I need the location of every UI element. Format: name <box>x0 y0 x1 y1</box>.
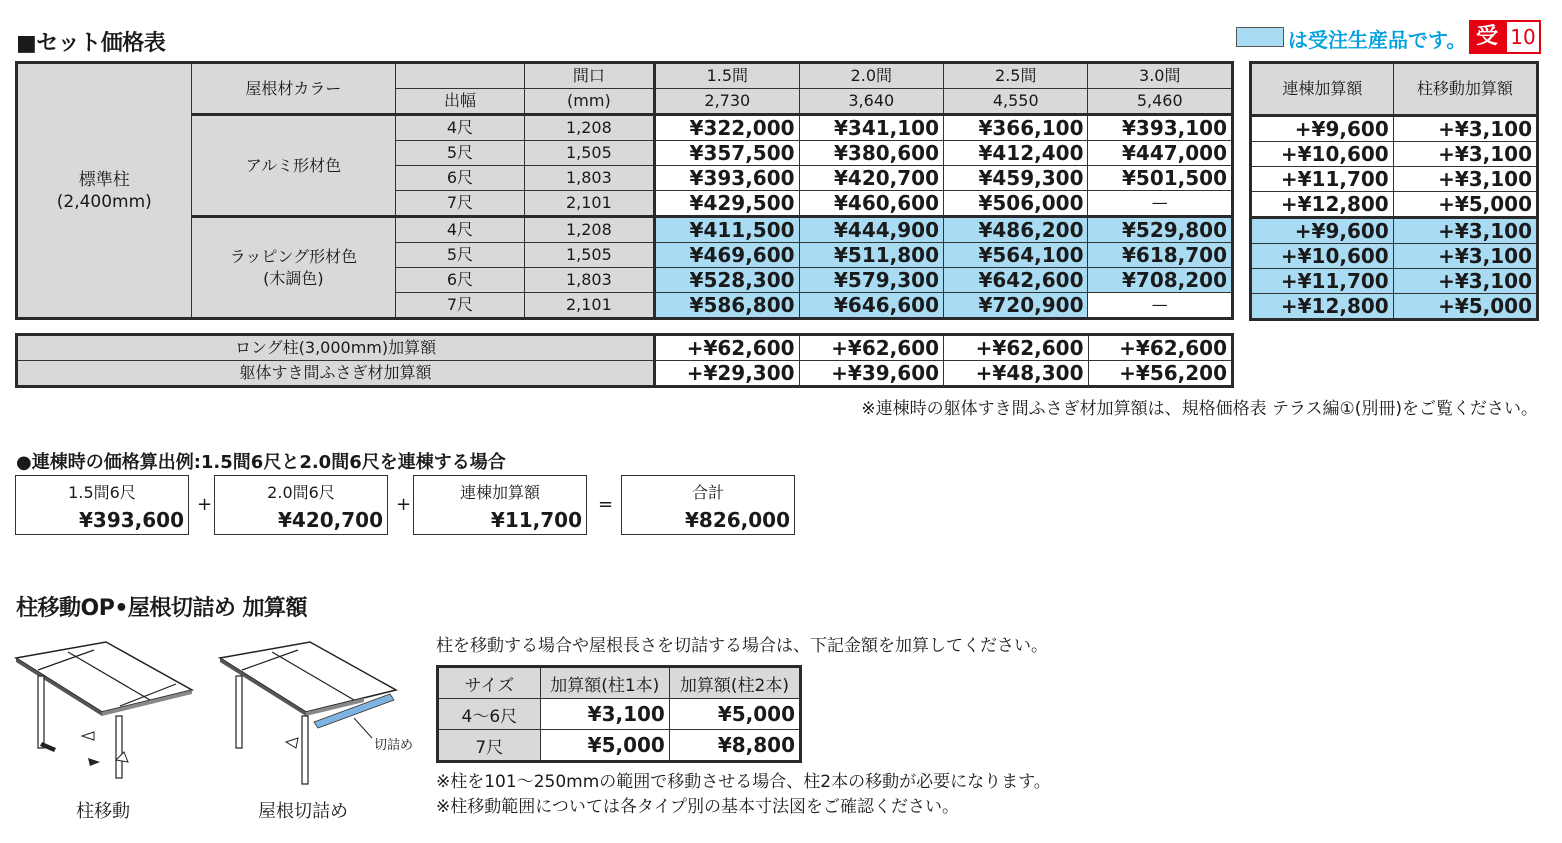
example-box-price: ¥826,000 <box>684 508 790 532</box>
extra-price-cell: +¥12,800 <box>1251 294 1394 320</box>
example-box-label: 合計 <box>691 483 724 502</box>
depth-mm: 1,803 <box>524 166 654 191</box>
price-cell: ¥460,600 <box>799 191 943 217</box>
price-cell: — <box>1088 293 1233 319</box>
fig2-label: 屋根切詰め <box>258 801 348 822</box>
addon-table <box>15 333 1234 388</box>
example-box-price: ¥393,600 <box>78 508 184 532</box>
example-box-3 <box>621 475 795 535</box>
header-blank <box>396 63 524 89</box>
example-box-0 <box>15 475 189 535</box>
price-cell: ¥429,500 <box>655 191 799 217</box>
header-size-0: 1.5間 <box>655 63 799 89</box>
post-move-size: 4〜6尺 <box>438 699 541 730</box>
price-cell: ¥618,700 <box>1088 243 1233 268</box>
price-cell: ¥393,100 <box>1088 115 1233 141</box>
example-box-1 <box>214 475 388 535</box>
group-sublabel: (木調色) <box>263 268 324 288</box>
post-move-table <box>436 665 802 763</box>
header-size-mm-2: 4,550 <box>944 89 1088 115</box>
price-cell: ¥447,000 <box>1088 141 1233 166</box>
post-move-size: 7尺 <box>438 730 541 762</box>
price-cell: ¥720,900 <box>944 293 1088 319</box>
price-cell: — <box>1088 191 1233 217</box>
example-title: ●連棟時の価格算出例:1.5間6尺と2.0間6尺を連棟する場合 <box>16 452 506 473</box>
price-cell: ¥564,100 <box>944 243 1088 268</box>
price-cell: ¥366,100 <box>944 115 1088 141</box>
price-cell: ¥506,000 <box>944 191 1088 217</box>
example-box-label: 2.0間6尺 <box>267 483 335 502</box>
depth-mm: 1,208 <box>524 217 654 243</box>
header-size-mm-0: 2,730 <box>655 89 799 115</box>
section2-title: 柱移動OP•屋根切詰め 加算額 <box>16 596 308 621</box>
price-cell: ¥528,300 <box>655 268 799 293</box>
legend-text: は受注生産品です。 <box>1288 28 1467 52</box>
extra-price-cell: +¥3,100 <box>1393 218 1537 244</box>
fig2-callout: 切詰め <box>374 738 414 753</box>
price-cell: ¥380,600 <box>799 141 943 166</box>
addon-label: 躯体すき間ふさぎ材加算額 <box>17 361 655 387</box>
post-move-header-2: 加算額(柱2本) <box>669 667 800 699</box>
depth-mm: 1,505 <box>524 141 654 166</box>
extra-price-cell: +¥10,600 <box>1251 244 1394 269</box>
price-cell: ¥708,200 <box>1088 268 1233 293</box>
header-size-mm-1: 3,640 <box>799 89 943 115</box>
price-cell: ¥411,500 <box>655 217 799 243</box>
section2-note-2: ※柱移動範囲については各タイプ別の基本寸法図をご確認ください。 <box>436 797 960 817</box>
fig1-label: 柱移動 <box>76 801 130 822</box>
extra-price-cell: +¥11,700 <box>1251 167 1394 192</box>
example-box-price: ¥420,700 <box>277 508 383 532</box>
example-box-2 <box>413 475 587 535</box>
price-cell: ¥341,100 <box>799 115 943 141</box>
post-move-header-1: 加算額(柱1本) <box>540 667 669 699</box>
extra-price-cell: +¥9,600 <box>1251 218 1394 244</box>
post-move-two: ¥5,000 <box>669 699 800 730</box>
addon-value: +¥62,600 <box>944 335 1088 361</box>
price-cell: ¥469,600 <box>655 243 799 268</box>
extra-price-cell: +¥5,000 <box>1393 192 1537 218</box>
group-label: アルミ形材色 <box>245 155 342 175</box>
depth-shaku: 6尺 <box>396 166 524 191</box>
price-cell: ¥501,500 <box>1088 166 1233 191</box>
extra-price-cell: +¥11,700 <box>1251 269 1394 294</box>
addon-value: +¥62,600 <box>655 335 799 361</box>
post-label: 標準柱 <box>78 169 130 190</box>
depth-shaku: 7尺 <box>396 293 524 319</box>
price-cell: ¥586,800 <box>655 293 799 319</box>
section2-note-1: ※柱を101〜250mmの範囲で移動させる場合、柱2本の移動が必要になります。 <box>436 772 1051 792</box>
legend-swatch <box>1236 27 1284 47</box>
post-type-cell <box>17 63 192 319</box>
extra-price-cell: +¥12,800 <box>1251 192 1394 218</box>
depth-mm: 1,208 <box>524 115 654 141</box>
extra-price-cell: +¥5,000 <box>1393 294 1537 320</box>
extra-header-1: 柱移動加算額 <box>1393 63 1537 116</box>
header-size-3: 3.0間 <box>1088 63 1233 89</box>
addon-value: +¥29,300 <box>655 361 799 387</box>
example-operator-1: + <box>396 494 412 515</box>
depth-shaku: 4尺 <box>396 217 524 243</box>
price-cell: ¥444,900 <box>799 217 943 243</box>
price-cell: ¥646,600 <box>799 293 943 319</box>
header-size-1: 2.0間 <box>799 63 943 89</box>
order-badge-number: 10 <box>1505 20 1541 54</box>
extra-header-0: 連棟加算額 <box>1251 63 1394 116</box>
price-cell: ¥459,300 <box>944 166 1088 191</box>
group-name-0 <box>191 115 396 217</box>
extra-price-cell: +¥3,100 <box>1393 167 1537 192</box>
depth-mm: 2,101 <box>524 293 654 319</box>
price-table <box>15 61 1234 320</box>
example-box-label: 連棟加算額 <box>459 483 540 502</box>
post-sub: (2,400mm) <box>56 191 152 212</box>
depth-shaku: 7尺 <box>396 191 524 217</box>
addon-note: ※連棟時の躯体すき間ふさぎ材加算額は、規格価格表 テラス編①(別冊)をご覧ください。 <box>861 399 1538 419</box>
header-width-label: 間口 <box>524 63 654 89</box>
depth-mm: 1,505 <box>524 243 654 268</box>
depth-shaku: 6尺 <box>396 268 524 293</box>
price-cell: ¥393,600 <box>655 166 799 191</box>
extra-price-cell: +¥10,600 <box>1251 142 1394 167</box>
extra-price-table <box>1249 61 1539 321</box>
extra-price-cell: +¥3,100 <box>1393 269 1537 294</box>
post-move-one: ¥3,100 <box>540 699 669 730</box>
price-cell: ¥511,800 <box>799 243 943 268</box>
header-depth-label: 出幅 <box>396 89 524 115</box>
group-name-1 <box>191 217 396 319</box>
example-box-label: 1.5間6尺 <box>68 483 136 502</box>
post-move-figure <box>10 630 200 790</box>
order-badge-icon: 受 <box>1469 20 1505 54</box>
price-cell: ¥579,300 <box>799 268 943 293</box>
header-size-mm-3: 5,460 <box>1088 89 1233 115</box>
depth-mm: 2,101 <box>524 191 654 217</box>
extra-price-cell: +¥3,100 <box>1393 116 1537 142</box>
addon-value: +¥39,600 <box>799 361 943 387</box>
price-cell: ¥486,200 <box>944 217 1088 243</box>
header-size-2: 2.5間 <box>944 63 1088 89</box>
addon-value: +¥62,600 <box>1088 335 1233 361</box>
example-operator-0: + <box>197 494 213 515</box>
post-move-one: ¥5,000 <box>540 730 669 762</box>
addon-label: ロング柱(3,000mm)加算額 <box>17 335 655 361</box>
addon-value: +¥48,300 <box>944 361 1088 387</box>
example-operator-2: = <box>598 494 614 515</box>
header-mm-label: (mm) <box>524 89 654 115</box>
roof-cut-figure <box>214 630 414 790</box>
price-cell: ¥529,800 <box>1088 217 1233 243</box>
price-cell: ¥357,500 <box>655 141 799 166</box>
extra-price-cell: +¥3,100 <box>1393 244 1537 269</box>
depth-shaku: 5尺 <box>396 141 524 166</box>
post-move-header-0: サイズ <box>438 667 541 699</box>
price-cell: ¥412,400 <box>944 141 1088 166</box>
price-cell: ¥420,700 <box>799 166 943 191</box>
page-title: ■セット価格表 <box>16 31 166 56</box>
addon-value: +¥56,200 <box>1088 361 1233 387</box>
depth-shaku: 4尺 <box>396 115 524 141</box>
addon-value: +¥62,600 <box>799 335 943 361</box>
group-label: ラッピング形材色 <box>229 246 358 266</box>
extra-price-cell: +¥3,100 <box>1393 142 1537 167</box>
example-box-price: ¥11,700 <box>490 508 582 532</box>
price-cell: ¥322,000 <box>655 115 799 141</box>
post-move-two: ¥8,800 <box>669 730 800 762</box>
header-roof-color: 屋根材カラー <box>191 63 396 115</box>
depth-shaku: 5尺 <box>396 243 524 268</box>
price-cell: ¥642,600 <box>944 268 1088 293</box>
extra-price-cell: +¥9,600 <box>1251 116 1394 142</box>
section2-desc: 柱を移動する場合や屋根長さを切詰する場合は、下記金額を加算してください。 <box>436 636 1048 656</box>
depth-mm: 1,803 <box>524 268 654 293</box>
